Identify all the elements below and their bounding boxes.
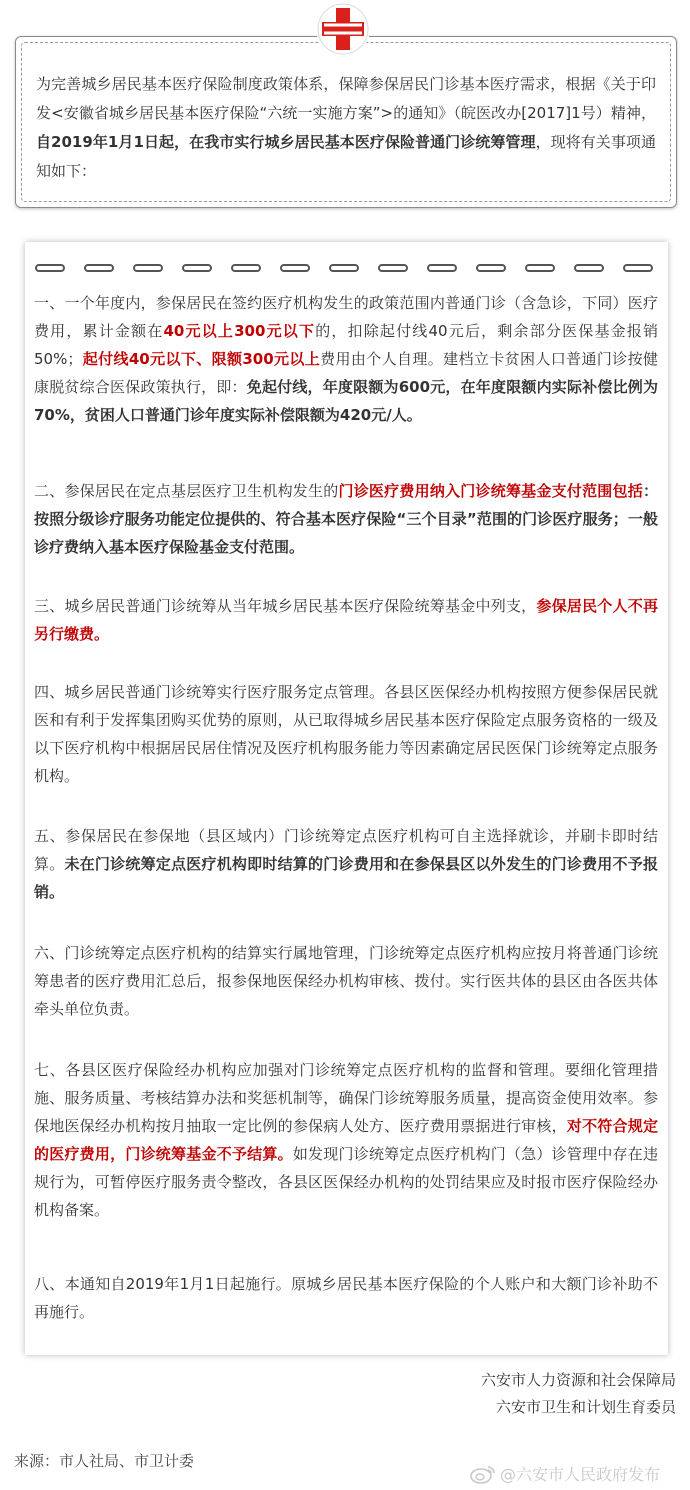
intro-text-1: 为完善城乡居民基本医疗保险制度政策体系，保障参保居民门诊基本医疗需求，根据《关于印发<安徽省城乡居民基本医疗保险“六统一实施方案”>的通知》（皖医改办[2017]1号）精神， bbox=[36, 75, 656, 122]
signature-org-2: 六安市卫生和计划生育委员 bbox=[495, 1398, 676, 1416]
intro-paragraph bbox=[36, 70, 656, 186]
binder-ring-icon bbox=[525, 264, 555, 272]
section-4: 四、城乡居民普通门诊统筹实行医疗服务定点管理。各县区医保经办机构按照方便参保居民就医和有利于发挥集团购买优势的原则，从已取得城乡居民基本医疗保险定点服务资格的一级及以下医疗机构中根据居民居住情况及医疗机构服务能力等因素确定居民医保门诊统筹定点服务机构。 bbox=[34, 683, 658, 785]
binder-ring-icon bbox=[329, 264, 359, 272]
section-3: 三、城乡居民普通门诊统筹从当年城乡居民基本医疗保险统筹基金中列支，参保居民个人不再另行缴费。 bbox=[34, 597, 658, 643]
watermark bbox=[470, 1462, 660, 1485]
watermark-text: @六安市人民政府发布 bbox=[500, 1465, 661, 1484]
section-8: 八、本通知自2019年1月1日起施行。原城乡居民基本医疗保险的个人账户和大额门诊补助不再施行。 bbox=[34, 1275, 658, 1321]
red-cross-icon bbox=[316, 2, 370, 56]
binder-ring-icon bbox=[231, 264, 261, 272]
binder-ring-icon bbox=[623, 264, 653, 272]
section-2: 二、参保居民在定点基层医疗卫生机构发生的门诊医疗费用纳入门诊统筹基金支付范围包括：按照分级诊疗服务功能定位提供的、符合基本医疗保险“三个目录”范围的门诊医疗服务；一般诊疗费纳入基本医疗保险基金支付范围。 bbox=[34, 482, 658, 556]
binder-ring-icon bbox=[35, 264, 65, 272]
intro-text-3: ，现将有关事项通知如下： bbox=[36, 133, 656, 180]
binder-ring-icon bbox=[427, 264, 457, 272]
weibo-icon bbox=[470, 1464, 496, 1484]
source-line: 来源：市人社局、市卫计委 bbox=[14, 1452, 195, 1470]
notice-box bbox=[25, 242, 668, 1355]
binder-ring-icon bbox=[280, 264, 310, 272]
binder-ring-icon bbox=[378, 264, 408, 272]
intro-text-bold: 自2019年1月1日起，在我市实行城乡居民基本医疗保险普通门诊统筹管理 bbox=[36, 133, 536, 151]
section-1: 一、一个年度内，参保居民在签约医疗机构发生的政策范围内普通门诊（含急诊，下同）医疗费用，累计金额在40元以上300元以下的，扣除起付线40元后，剩余部分医保基金报销50%；起付线40元以下、限额300元以上费用由个人自理。建档立卡贫困人口普通门诊按健康脱贫综合医保政策执行，即：免起付线，年度限额为600元，在年度限额内实际补偿比例为70%，贫困人口普通门诊年度实际补偿限额为420元/人。 bbox=[34, 294, 659, 424]
signature-org-1: 六安市人力资源和社会保障局 bbox=[480, 1371, 676, 1389]
binder-ring-icon bbox=[182, 264, 212, 272]
section-6: 六、门诊统筹定点医疗机构的结算实行属地管理，门诊统筹定点医疗机构应按月将普通门诊统筹患者的医疗费用汇总后，报参保地医保经办机构审核、拨付。实行医共体的县区由各医共体牵头单位负责。 bbox=[34, 944, 658, 1018]
binder-ring-icon bbox=[476, 264, 506, 272]
binder-ring-icon bbox=[133, 264, 163, 272]
binder-rings bbox=[35, 262, 660, 276]
section-5: 五、参保居民在参保地（县区域内）门诊统筹定点医疗机构可自主选择就诊，并刷卡即时结算。未在门诊统筹定点医疗机构即时结算的门诊费用和在参保县区以外发生的门诊费用不予报销。 bbox=[34, 827, 658, 901]
binder-ring-icon bbox=[84, 264, 114, 272]
binder-ring-icon bbox=[574, 264, 604, 272]
section-7: 七、各县区医疗保险经办机构应加强对门诊统筹定点医疗机构的监督和管理。要细化管理措施、服务质量、考核结算办法和奖惩机制等，确保门诊统筹服务质量，提高资金使用效率。参保地医保经办机构按月抽取一定比例的参保病人处方、医疗费用票据进行审核，对不符合规定的医疗费用，门诊统筹基金不予结算。如发现门诊统筹定点医疗机构门（急）诊管理中存在违规行为，可暂停医疗服务责令整改，各县区医保经办机构的处罚结果应及时报市医疗保险经办机构备案。 bbox=[34, 1061, 658, 1219]
